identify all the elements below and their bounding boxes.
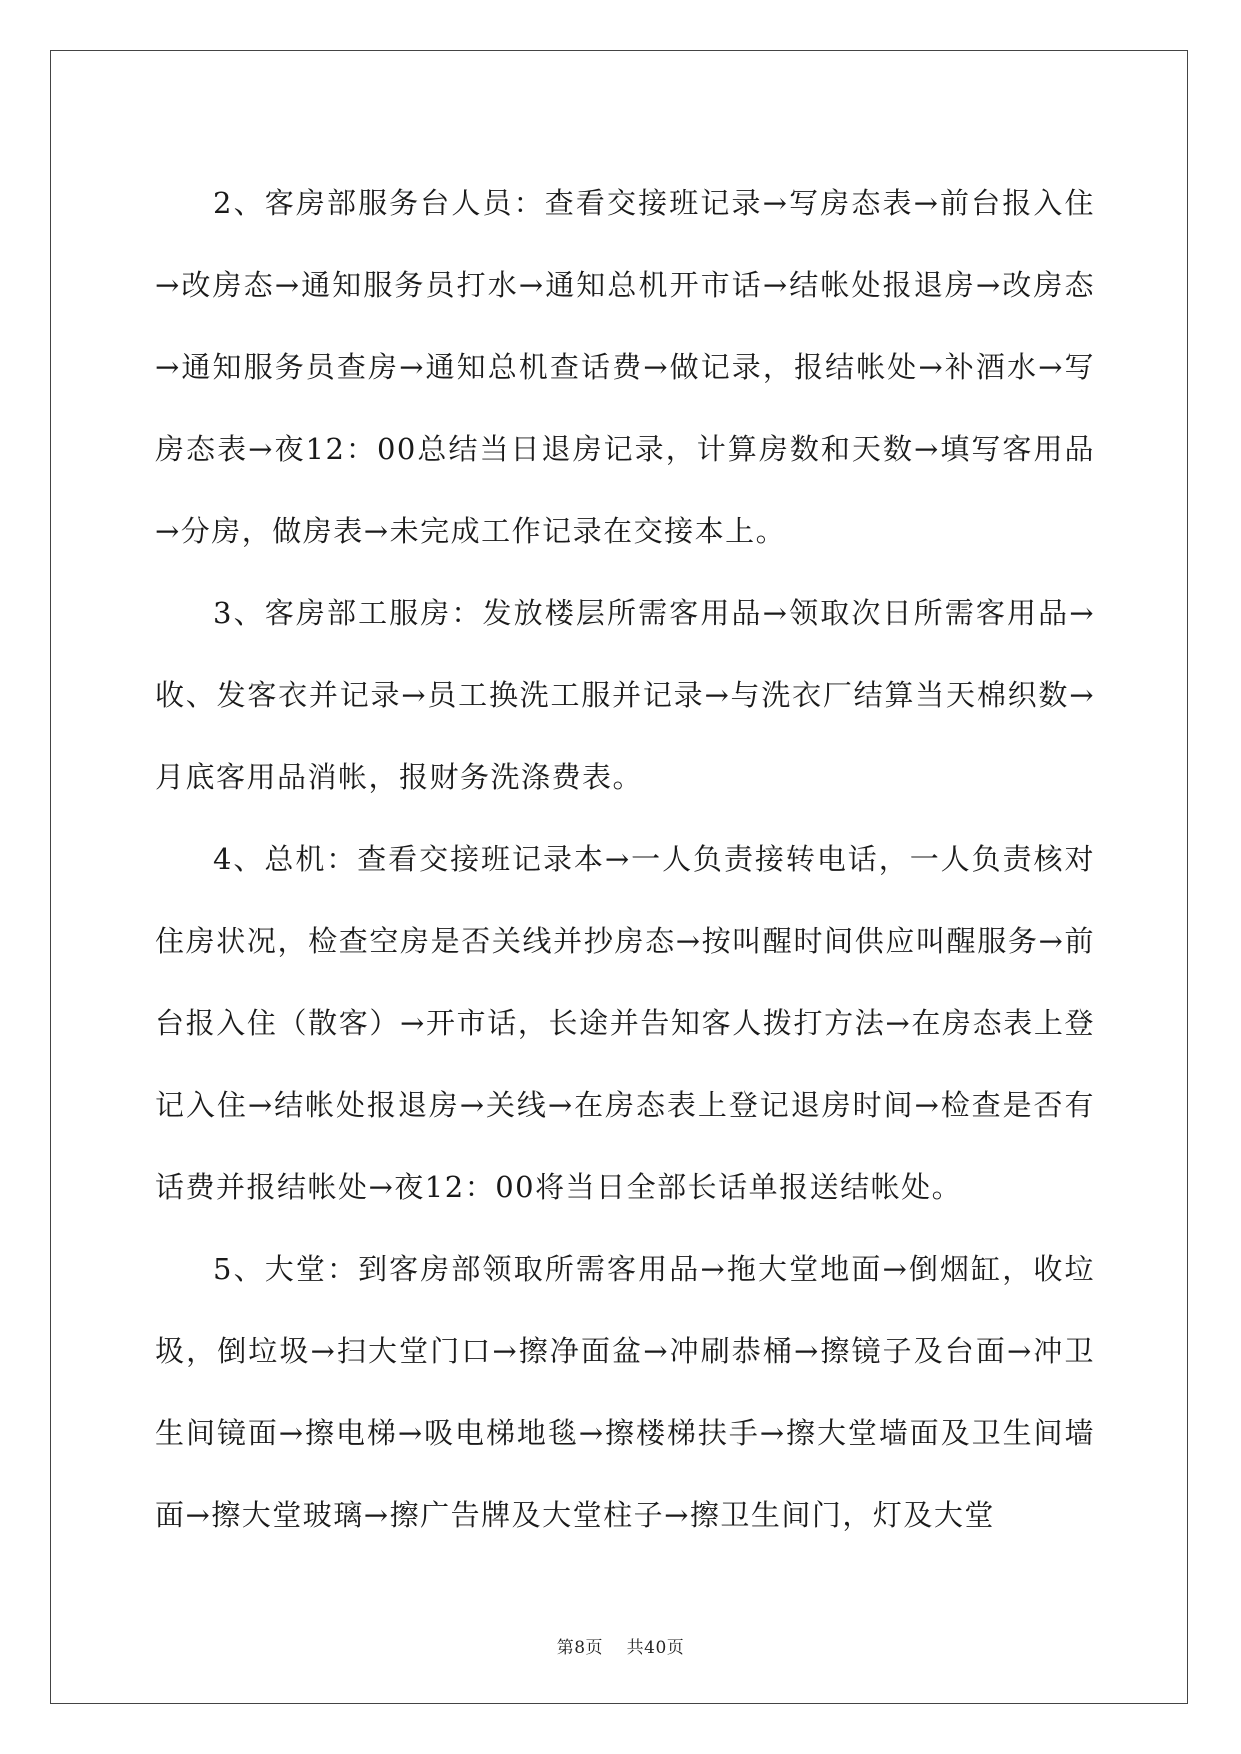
paragraph-front-desk-procedure: 2、客房部服务台人员：查看交接班记录→写房态表→前台报入住→改房态→通知服务员打水→通知总机开市话→结帐处报退房→改房态→通知服务员查房→通知总机查话费→做记录，报结帐处→补酒水→写房态表→夜12：00总结当日退房记录，计算房数和天数→填写客用品→分房，做房表→未完成工作记录在交接本上。 bbox=[155, 186, 1095, 548]
paragraph-uniform-room-procedure: 3、客房部工服房：发放楼层所需客用品→领取次日所需客用品→收、发客衣并记录→员工换洗工服并记录→与洗衣厂结算当天棉织数→月底客用品消帐，报财务洗涤费表。 bbox=[155, 596, 1095, 794]
document-body bbox=[155, 162, 1095, 1556]
page-footer bbox=[0, 1633, 1241, 1658]
paragraph-switchboard-procedure: 4、总机：查看交接班记录本→一人负责接转电话，一人负责核对住房状况，检查空房是否关线并抄房态→按叫醒时间供应叫醒服务→前台报入住（散客）→开市话，长途并告知客人拨打方法→在房态表上登记入住→结帐处报退房→关线→在房态表上登记退房时间→检查是否有话费并报结帐处→夜12：00将当日全部长话单报送结帐处。 bbox=[155, 842, 1095, 1204]
total-pages: 共40页 bbox=[626, 1638, 685, 1658]
paragraph-lobby-procedure: 5、大堂：到客房部领取所需客用品→拖大堂地面→倒烟缸，收垃圾，倒垃圾→扫大堂门口→擦净面盆→冲刷恭桶→擦镜子及台面→冲卫生间镜面→擦电梯→吸电梯地毯→擦楼梯扶手→擦大堂墙面及卫生间墙面→擦大堂玻璃→擦广告牌及大堂柱子→擦卫生间门，灯及大堂 bbox=[155, 1252, 1095, 1532]
page-number: 第8页 bbox=[556, 1638, 604, 1658]
